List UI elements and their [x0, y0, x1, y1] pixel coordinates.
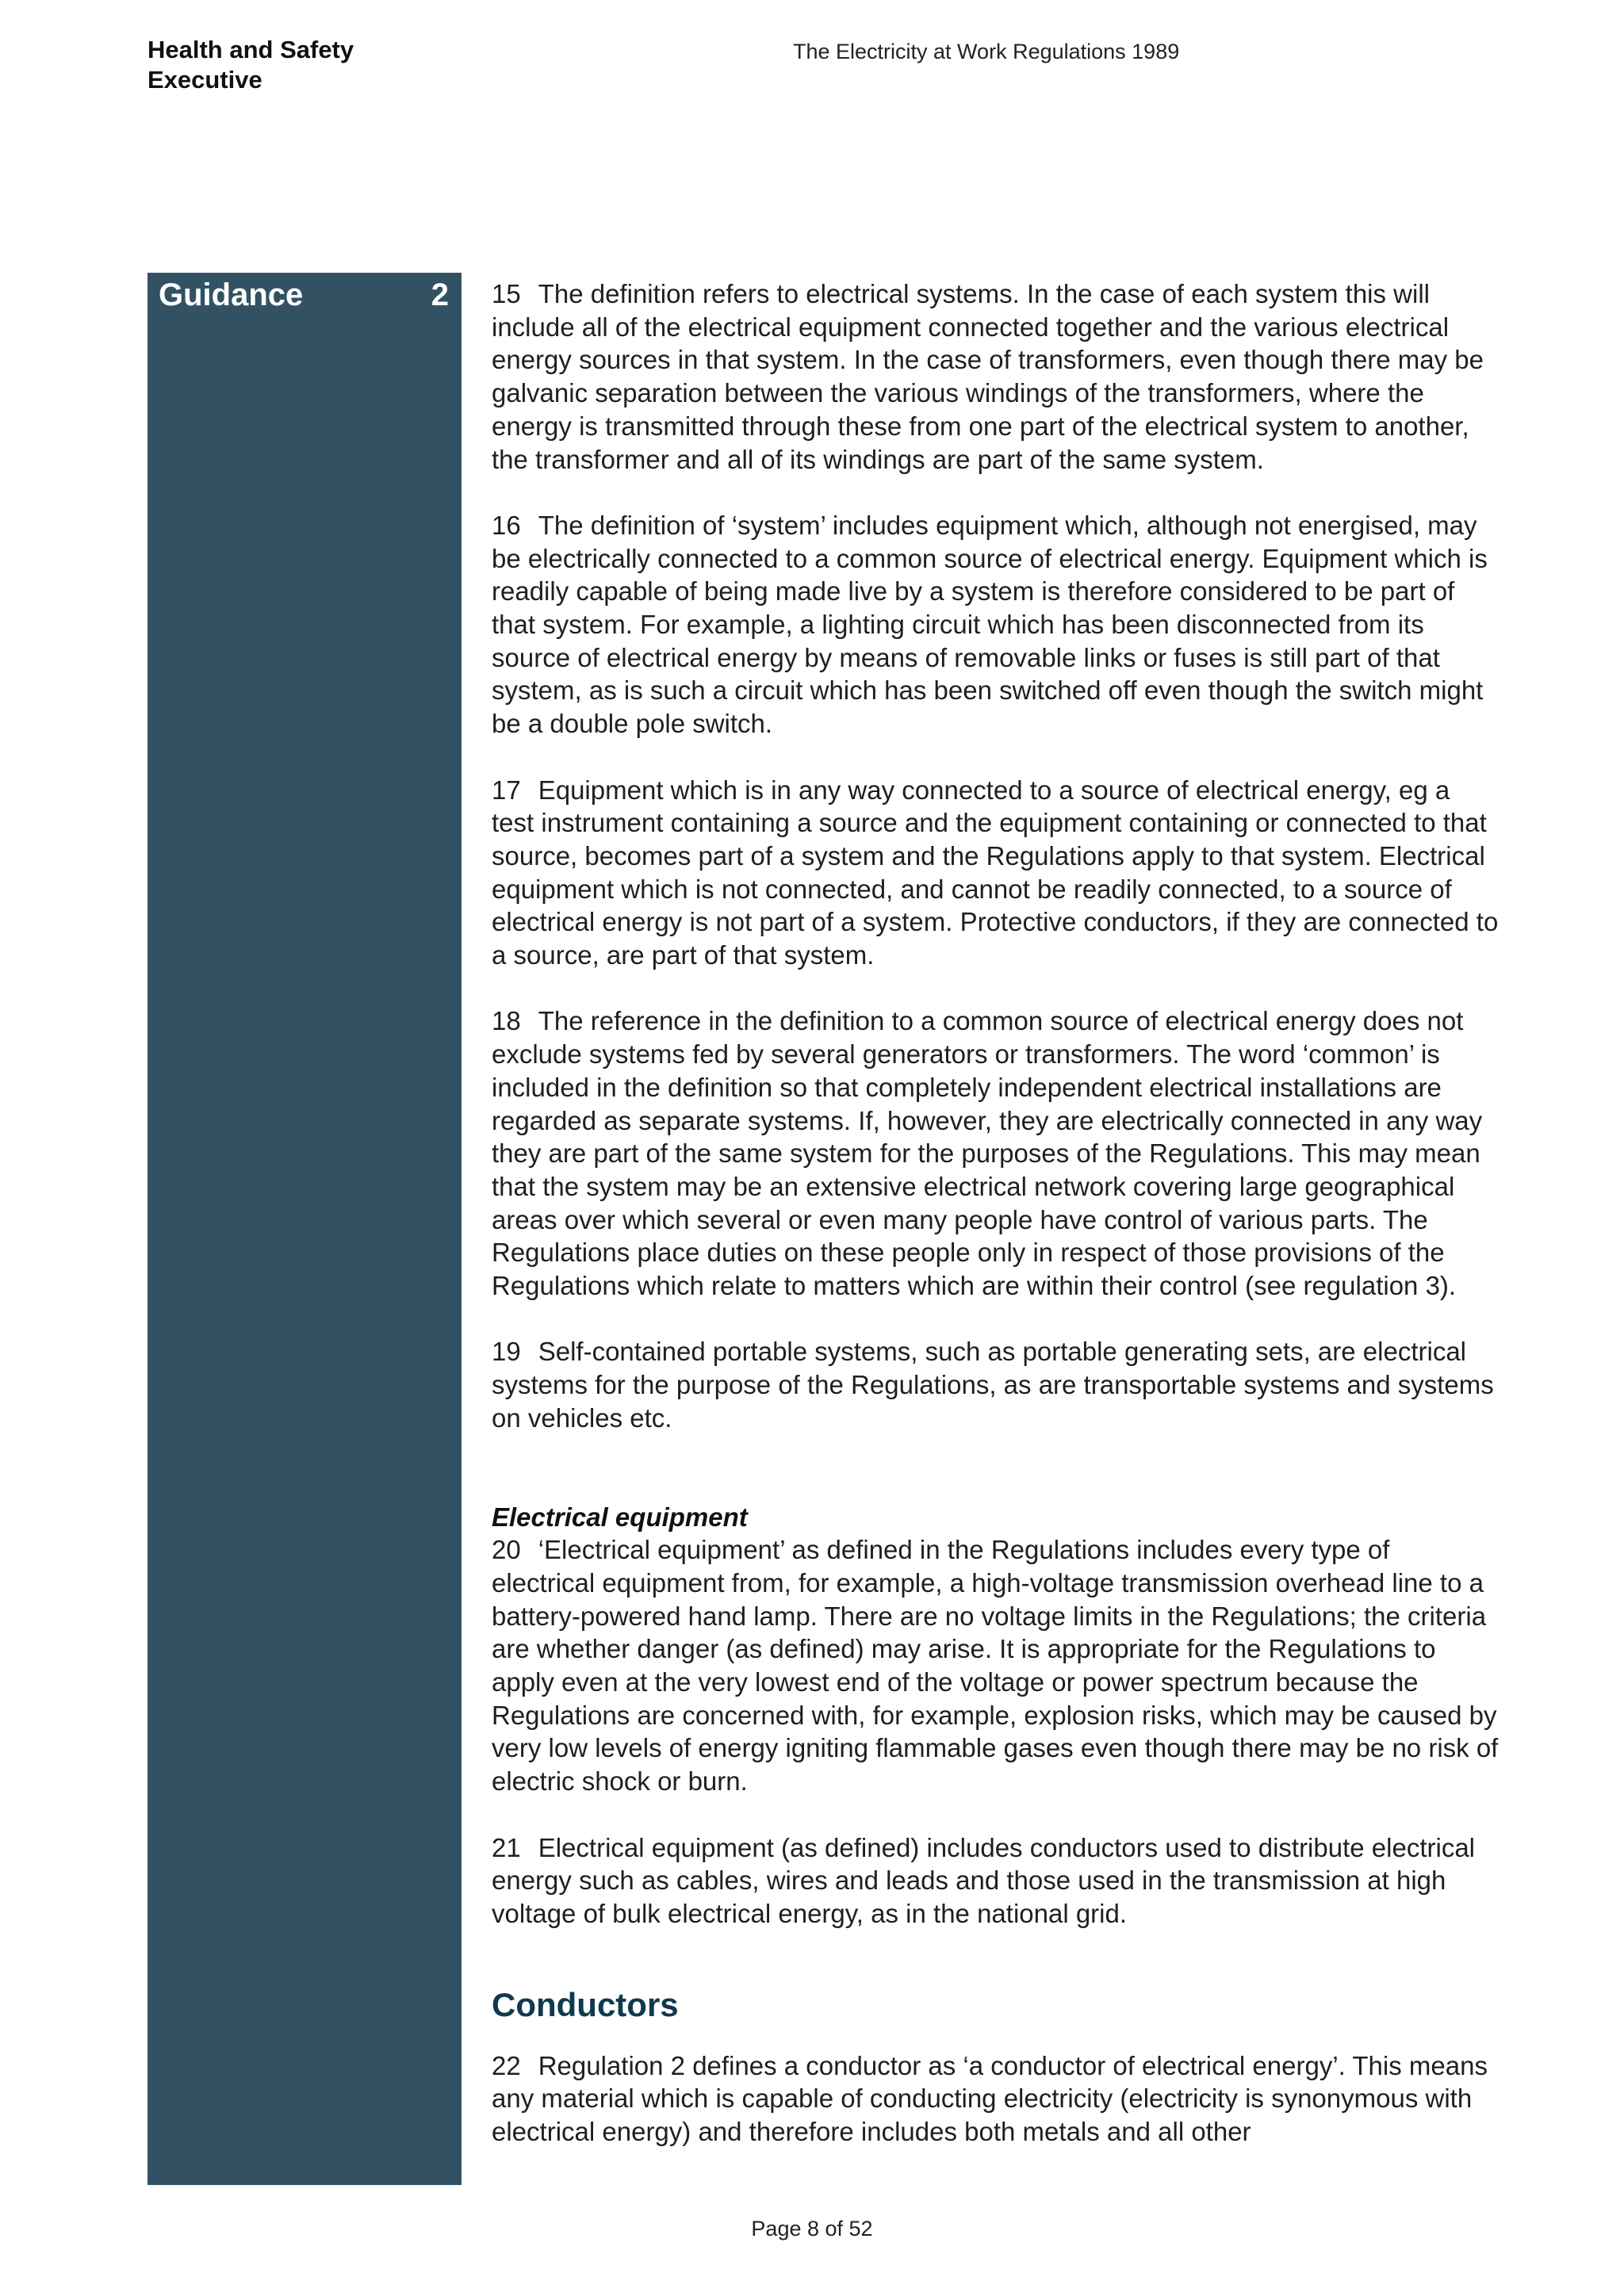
paragraph-21 [492, 1831, 1499, 1931]
paragraph-text: Electrical equipment (as defined) includes conductors used to distribute electrical energy such as cables, wires and leads and those used in the transmission at high voltage of bulk electrical energy, as in the national grid. [492, 1832, 1475, 1928]
paragraph-18 [492, 1004, 1499, 1302]
paragraph-number: 19 [492, 1337, 521, 1367]
paragraph-17 [492, 774, 1499, 972]
subheading-electrical-equipment: Electrical equipment [492, 1502, 748, 1532]
page-number: Page 8 of 52 [751, 2217, 873, 2241]
paragraph-text: Self-contained portable systems, such as portable generating sets, are electrical systems for the purpose of the Regulations, as are transportable systems and systems on vehicles etc. [492, 1337, 1494, 1433]
organisation-name [147, 35, 354, 95]
paragraph-number: 20 [492, 1535, 521, 1565]
paragraph-22 [492, 2049, 1499, 2149]
paragraph-number: 21 [492, 1832, 521, 1862]
paragraph-text: The reference in the definition to a common source of electrical energy does not exclude systems fed by several generators or transformers. The word ‘common’ is included in the definition so that completely independent electrical installations are regarded as separate systems. If, however, they are electrically connected in any way they are part of the same system for the purposes of the Regulations. This may mean that the system may be an extensive electrical network covering large geographical areas over which several or even many people have control of various parts. The Regulations place duties on these people only in respect of those provisions of the Regulations which relate to matters which are within their control (see regulation 3). [492, 1006, 1483, 1301]
paragraph-text: ‘Electrical equipment’ as defined in the Regulations includes every type of electrical equipment from, for example, a high-voltage transmission overhead line to a battery-powered hand lamp. There are no voltage limits in the Regulations; the criteria are whether danger (as defined) may arise. It is appropriate for the Regulations to apply even at the very lowest end of the voltage or power spectrum because the Regulations are concerned with, for example, explosion risks, which may be caused by very low levels of energy igniting flammable gases even though there may be no risk of electric shock or burn. [492, 1535, 1499, 1797]
section-heading-conductors: Conductors [492, 1985, 679, 2023]
paragraph-text: Regulation 2 defines a conductor as ‘a conductor of electrical energy’. This means any material which is capable of conducting electricity (electricity is synonymous with electrical energy) and therefore includes both metals and all other [492, 2050, 1488, 2147]
paragraph-20 [492, 1533, 1499, 1798]
paragraph-number: 22 [492, 2050, 521, 2080]
organisation-name-line1: Health and Safety [147, 36, 354, 63]
main-content [492, 277, 1499, 2181]
paragraph-number: 18 [492, 1006, 521, 1036]
paragraph-text: Equipment which is in any way connected to a source of electrical energy, eg a test instrument containing a source and the equipment containing or connected to that source, becomes part of a system and the Regulations apply to that system. Electrical equipment which is not connected, and cannot be readily connected, to a source of electrical energy is not part of a system. Protective conductors, if they are connected to a source, are part of that system. [492, 775, 1499, 970]
guidance-sidebar [147, 273, 462, 2185]
paragraph-19 [492, 1335, 1499, 1434]
regulation-number: 2 [431, 277, 449, 312]
guidance-label: Guidance [159, 277, 304, 312]
paragraph-number: 15 [492, 279, 521, 308]
document-title: The Electricity at Work Regulations 1989 [793, 40, 1180, 63]
organisation-name-line2: Executive [147, 66, 262, 94]
paragraph-text: The definition refers to electrical systems. In the case of each system this will include all of the electrical equipment connected together and the various electrical energy sources in that system. In the case of transformers, even though there may be galvanic separation between the various windings of the transformers, where the energy is transmitted through these from one part of the electrical system to another, the transformer and all of its windings are part of the same system. [492, 279, 1484, 474]
paragraph-number: 16 [492, 510, 521, 540]
paragraph-text: The definition of ‘system’ includes equipment which, although not energised, may be electrically connected to a common source of electrical energy. Equipment which is readily capable of being made live by a system is therefore considered to be part of that system. For example, a lighting circuit which has been disconnected from its source of electrical energy by means of removable links or fuses is still part of that system, as is such a circuit which has been switched off even though the switch might be a double pole switch. [492, 510, 1488, 739]
paragraph-number: 17 [492, 775, 521, 805]
paragraph-15 [492, 277, 1499, 476]
paragraph-16 [492, 509, 1499, 740]
